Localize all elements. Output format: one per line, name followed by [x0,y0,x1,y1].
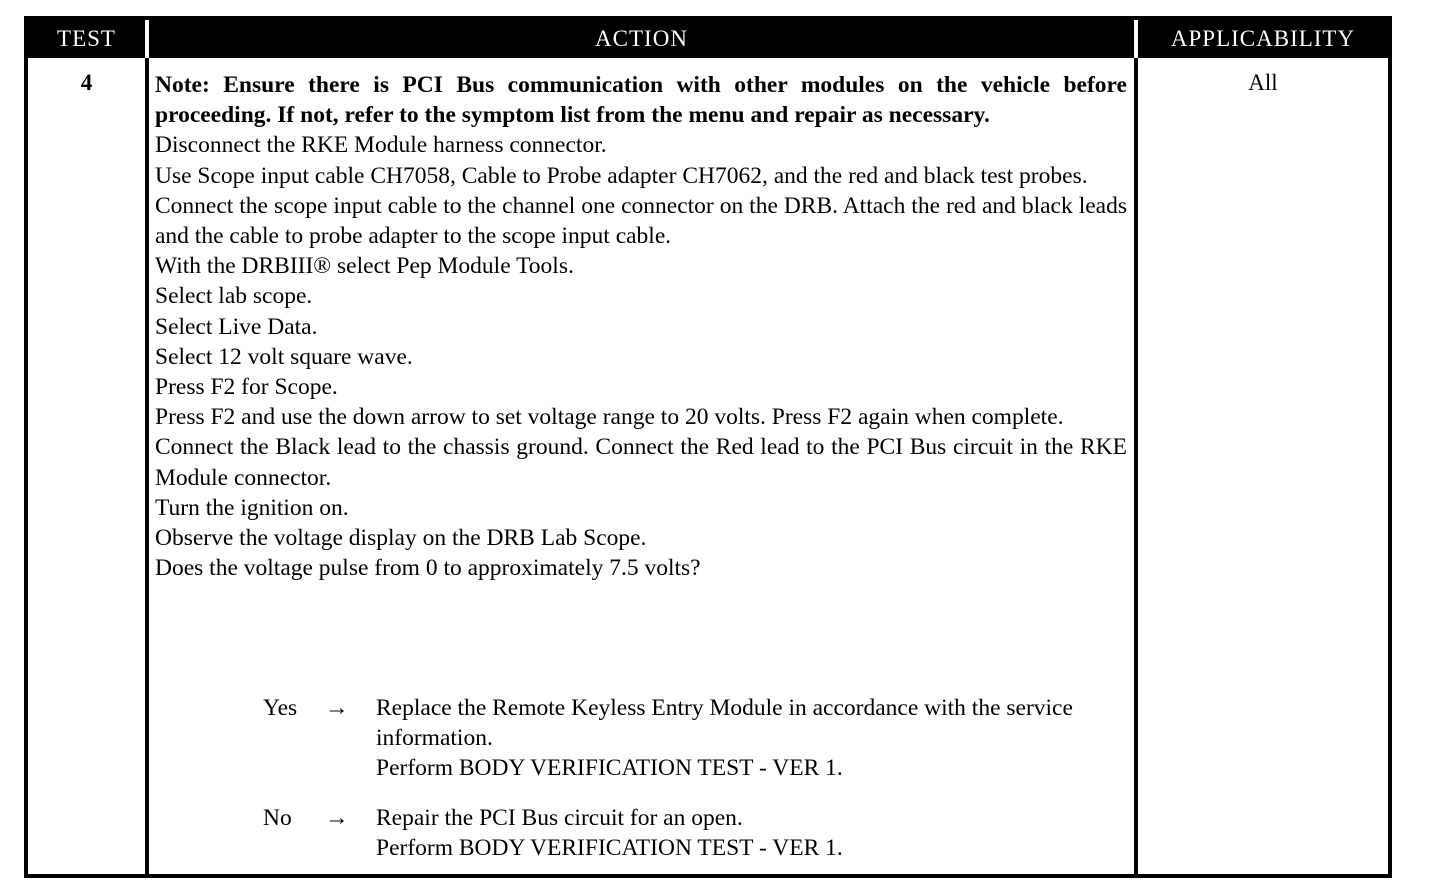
note-text: Note: Ensure there is PCI Bus communication with other modules on the vehicle before proceeding. If not, refer to the symptom list from the menu and repair as necessary. [155,72,1127,129]
step: Select 12 volt square wave. [155,343,413,370]
step: Connect the scope input cable to the channel one connector on the DRB. Attach the red and black leads and the cable to probe adapter to the scope input cable. [155,192,1127,250]
no-label: No [263,805,292,831]
header-test: TEST [28,20,145,58]
step: Select lab scope. [155,283,313,310]
step: Disconnect the RKE Module harness connector. [155,132,607,159]
step: Press F2 and use the down arrow to set voltage range to 20 volts. Press F2 again when complete. [155,404,1064,431]
test-number: 4 [80,70,93,95]
step: Connect the Black lead to the chassis ground. Connect the Red lead to the PCI Bus circuit in the RKE Module connector. [155,434,1127,491]
right-arrow-icon: → [325,805,349,831]
no-verification: Perform BODY VERIFICATION TEST - VER 1. [376,835,843,862]
header-applicability: APPLICABILITY [1138,20,1388,58]
step: Press F2 for Scope. [155,374,338,401]
right-arrow-icon: → [325,695,349,721]
column-divider [1134,58,1138,874]
action-cell [155,70,1127,583]
step: Observe the voltage display on the DRB Lab Scope. [155,525,647,552]
step: Use Scope input cable CH7058, Cable to Probe adapter CH7062, and the red and black test probes. [155,162,1088,189]
header-action: ACTION [149,20,1134,58]
applicability-value: All [1248,70,1278,95]
no-line: Repair the PCI Bus circuit for an open. [376,805,743,831]
yes-instructions [376,693,1127,784]
yes-verification: Perform BODY VERIFICATION TEST - VER 1. [376,755,843,782]
yes-line: Replace the Remote Keyless Entry Module in accordance with the service information. [376,695,1073,752]
question: Does the voltage pulse from 0 to approximately 7.5 volts? [155,555,701,582]
step: Turn the ignition on. [155,494,349,521]
no-instructions [376,803,1127,863]
yes-label: Yes [263,695,298,721]
step: With the DRBIII® select Pep Module Tools. [155,253,574,280]
step: Select Live Data. [155,313,318,340]
column-divider [145,58,149,874]
